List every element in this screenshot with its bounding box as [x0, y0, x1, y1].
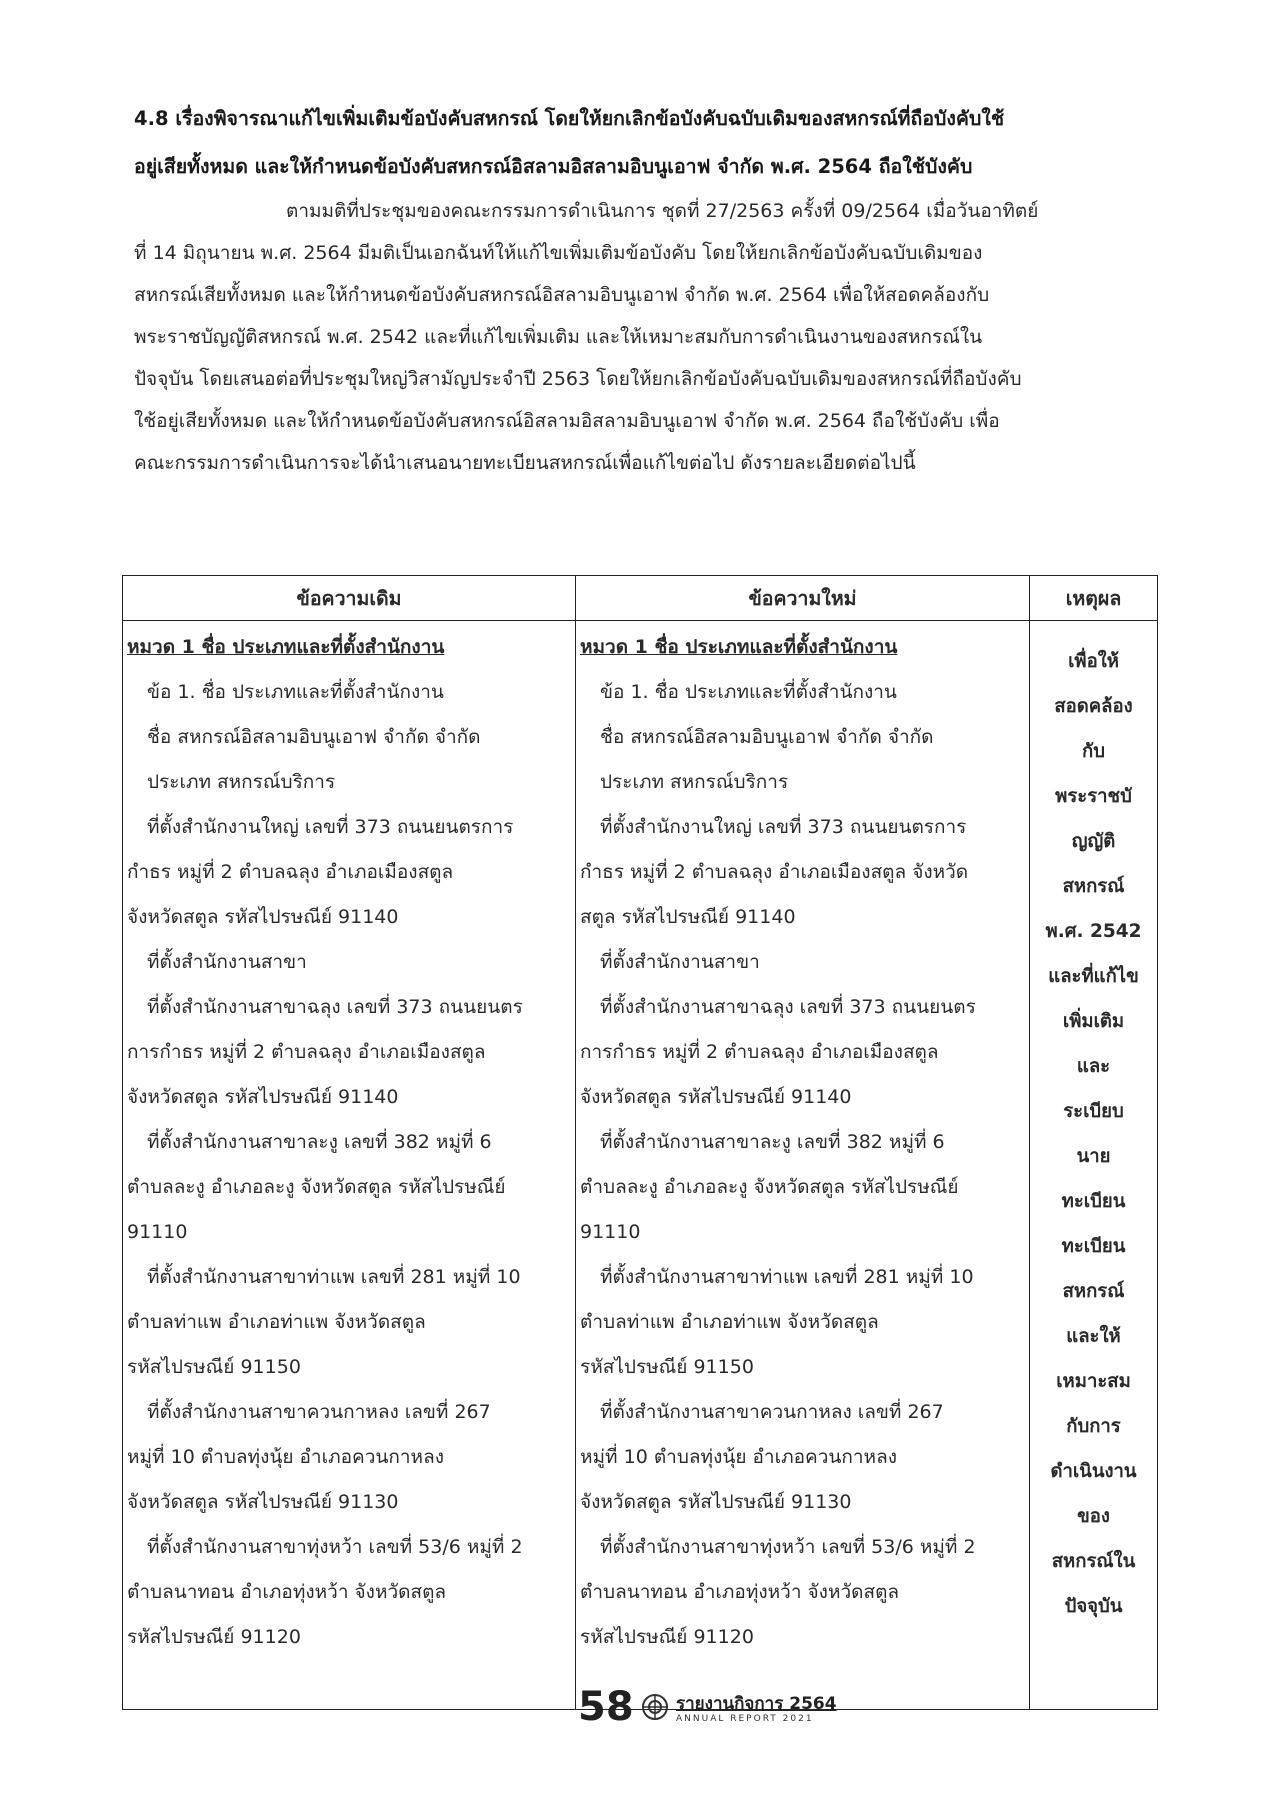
- chapter-heading: หมวด 1 ชื่อ ประเภทและที่ตั้งสำนักงาน: [580, 636, 898, 658]
- text-line: ที่ตั้งสำนักงานสาขา: [600, 951, 760, 973]
- paragraph-line: สหกรณ์เสียทั้งหมด และให้กำหนดข้อบังคับสหกรณ์อิสลามอิบนูเอาฟ จำกัด พ.ศ. 2564 เพื่อให้สอดคล้องกับ: [134, 284, 990, 306]
- text-line: ตำบลละงู อำเภอละงู จังหวัดสตูล รหัสไปรษณีย์: [580, 1176, 959, 1198]
- text-line: ตำบลท่าแพ อำเภอท่าแพ จังหวัดสตูล: [127, 1311, 426, 1333]
- table-row: [123, 621, 1158, 1710]
- text-line: ที่ตั้งสำนักงานสาขาฉลุง เลขที่ 373 ถนนยนตร: [600, 996, 976, 1018]
- text-line: ตำบลนาทอน อำเภอทุ่งหว้า จังหวัดสตูล: [127, 1581, 447, 1603]
- paragraph-line: ใช้อยู่เสียทั้งหมด และให้กำหนดข้อบังคับสหกรณ์อิสลามอิสลามอิบนูเอาฟ จำกัด พ.ศ. 2564 ถือใช้บังคับ เพื่อ: [134, 410, 1000, 432]
- chapter-heading: หมวด 1 ชื่อ ประเภทและที่ตั้งสำนักงาน: [127, 636, 445, 658]
- text-line: ตำบลนาทอน อำเภอทุ่งหว้า จังหวัดสตูล: [580, 1581, 900, 1603]
- paragraph-line: ปัจจุบัน โดยเสนอต่อที่ประชุมใหญ่วิสามัญประจำปี 2563 โดยให้ยกเลิกข้อบังคับฉบับเดิมของสหกรณ์ที่ถือบังคับ: [134, 368, 1022, 390]
- text-line: ที่ตั้งสำนักงานใหญ่ เลขที่ 373 ถนนยนตรการ: [147, 816, 514, 838]
- reason-line: นาย: [1076, 1146, 1111, 1167]
- text-line: จังหวัดสตูล รหัสไปรษณีย์ 91140: [127, 906, 399, 928]
- text-line: ที่ตั้งสำนักงานสาขาละงู เลขที่ 382 หมู่ที่ 6: [600, 1131, 945, 1153]
- reason-line: ทะเบียน: [1061, 1236, 1126, 1257]
- paragraph-line: ตามมติที่ประชุมของคณะกรรมการดำเนินการ ชุดที่ 27/2563 ครั้งที่ 09/2564 เมื่อวันอาทิตย์: [286, 200, 1039, 222]
- text-line: หมู่ที่ 10 ตำบลทุ่งนุ้ย อำเภอควนกาหลง: [580, 1446, 897, 1468]
- reason-line: ระเบียบ: [1063, 1101, 1124, 1122]
- reason-line: สหกรณ์: [1062, 1281, 1125, 1302]
- text-line: รหัสไปรษณีย์ 91150: [580, 1356, 754, 1378]
- text-line: 91110: [580, 1221, 641, 1243]
- text-line: จังหวัดสตูล รหัสไปรษณีย์ 91130: [580, 1491, 852, 1513]
- reason-line: เพื่อให้: [1068, 651, 1119, 672]
- text-line: รหัสไปรษณีย์ 91150: [127, 1356, 301, 1378]
- reason-line: กับการ: [1066, 1416, 1121, 1437]
- text-line: ที่ตั้งสำนักงานสาขาฉลุง เลขที่ 373 ถนนยนตร: [147, 996, 523, 1018]
- reason-line: สหกรณ์ใน: [1051, 1551, 1136, 1572]
- text-line: ที่ตั้งสำนักงานสาขาท่าแพ เลขที่ 281 หมู่ที่ 10: [600, 1266, 974, 1288]
- report-title-english: ANNUAL REPORT 2021: [676, 1714, 814, 1724]
- text-line: ตำบลท่าแพ อำเภอท่าแพ จังหวัดสตูล: [580, 1311, 879, 1333]
- reason-line: สอดคล้อง: [1054, 696, 1133, 717]
- paragraph-line: พระราชบัญญัติสหกรณ์ พ.ศ. 2542 และที่แก้ไขเพิ่มเติม และให้เหมาะสมกับการดำเนินงานของสหกรณ์ใน: [134, 326, 983, 348]
- reason-line: ดำเนินงาน: [1050, 1461, 1137, 1482]
- text-line: ที่ตั้งสำนักงานสาขาท่าแพ เลขที่ 281 หมู่ที่ 10: [147, 1266, 521, 1288]
- text-line: ตำบลละงู อำเภอละงู จังหวัดสตูล รหัสไปรษณีย์: [127, 1176, 506, 1198]
- text-line: ประเภท สหกรณ์บริการ: [600, 771, 789, 793]
- reason-line: กับ: [1082, 741, 1105, 762]
- text-line: ที่ตั้งสำนักงานสาขาควนกาหลง เลขที่ 267: [147, 1401, 491, 1423]
- new-text-cell: [576, 621, 1030, 1710]
- text-line: การกำธร หมู่ที่ 2 ตำบลฉลุง อำเภอเมืองสตูล: [580, 1041, 939, 1063]
- reason-line: ของ: [1077, 1506, 1110, 1527]
- page-footer: [0, 1682, 1273, 1742]
- text-line: ข้อ 1. ชื่อ ประเภทและที่ตั้งสำนักงาน: [600, 681, 897, 703]
- cooperative-logo-icon: [640, 1692, 670, 1722]
- text-line: ข้อ 1. ชื่อ ประเภทและที่ตั้งสำนักงาน: [147, 681, 444, 703]
- report-title-thai: รายงานกิจการ 2564: [676, 1694, 837, 1714]
- text-line: จังหวัดสตูล รหัสไปรษณีย์ 91140: [127, 1086, 399, 1108]
- reason-line: ญญัติ: [1071, 831, 1116, 852]
- text-line: ที่ตั้งสำนักงานใหญ่ เลขที่ 373 ถนนยนตรการ: [600, 816, 967, 838]
- text-line: รหัสไปรษณีย์ 91120: [127, 1626, 301, 1648]
- text-line: ที่ตั้งสำนักงานสาขาทุ่งหว้า เลขที่ 53/6 หมู่ที่ 2: [600, 1536, 976, 1558]
- header-old-text: ข้อความเดิม: [123, 576, 576, 621]
- text-line: การกำธร หมู่ที่ 2 ตำบลฉลุง อำเภอเมืองสตูล: [127, 1041, 486, 1063]
- text-line: จังหวัดสตูล รหัสไปรษณีย์ 91140: [580, 1086, 852, 1108]
- reason-line: ทะเบียน: [1061, 1191, 1126, 1212]
- table-header-row: [123, 576, 1158, 621]
- reason-line: และ: [1076, 1056, 1111, 1077]
- reason-line: ปัจจุบัน: [1064, 1596, 1123, 1617]
- text-line: ที่ตั้งสำนักงานสาขาควนกาหลง เลขที่ 267: [600, 1401, 944, 1423]
- heading-line-2: อยู่เสียทั้งหมด และให้กำหนดข้อบังคับสหกรณ์อิสลามอิสลามอิบนูเอาฟ จำกัด พ.ศ. 2564 ถือใช้บังคับ: [134, 155, 973, 178]
- text-line: ที่ตั้งสำนักงานสาขาทุ่งหว้า เลขที่ 53/6 หมู่ที่ 2: [147, 1536, 523, 1558]
- text-line: ประเภท สหกรณ์บริการ: [147, 771, 336, 793]
- reason-line: และให้: [1066, 1326, 1121, 1347]
- text-line: ที่ตั้งสำนักงานสาขา: [147, 951, 307, 973]
- header-reason: เหตุผล: [1030, 576, 1158, 621]
- text-line: หมู่ที่ 10 ตำบลทุ่งนุ้ย อำเภอควนกาหลง: [127, 1446, 444, 1468]
- text-line: จังหวัดสตูล รหัสไปรษณีย์ 91130: [127, 1491, 399, 1513]
- text-line: สตูล รหัสไปรษณีย์ 91140: [580, 906, 796, 928]
- reason-line: พระราชบั: [1055, 786, 1132, 807]
- text-line: 91110: [127, 1221, 188, 1243]
- header-new-text: ข้อความใหม่: [576, 576, 1030, 621]
- old-text-cell: [123, 621, 576, 1710]
- text-line: รหัสไปรษณีย์ 91120: [580, 1626, 754, 1648]
- text-line: กำธร หมู่ที่ 2 ตำบลฉลุง อำเภอเมืองสตูล จังหวัด: [580, 861, 969, 883]
- paragraph-line: ที่ 14 มิถุนายน พ.ศ. 2564 มีมติเป็นเอกฉันท์ให้แก้ไขเพิ่มเติมข้อบังคับ โดยให้ยกเลิกข้อบังคับฉบับเดิมของ: [134, 242, 983, 264]
- text-line: กำธร หมู่ที่ 2 ตำบลฉลุง อำเภอเมืองสตูล: [127, 861, 454, 883]
- page-number: 58: [578, 1684, 634, 1730]
- heading-line-1: 4.8 เรื่องพิจารณาแก้ไขเพิ่มเติมข้อบังคับสหกรณ์ โดยให้ยกเลิกข้อบังคับฉบับเดิมของสหกรณ์ที่ถือบังคับใช้: [134, 107, 1005, 130]
- reason-line: เหมาะสม: [1056, 1371, 1131, 1392]
- text-line: ชื่อ สหกรณ์อิสลามอิบนูเอาฟ จำกัด จำกัด: [600, 726, 934, 748]
- text-line: ชื่อ สหกรณ์อิสลามอิบนูเอาฟ จำกัด จำกัด: [147, 726, 481, 748]
- comparison-table: [122, 575, 1158, 1710]
- reason-line: เพิ่มเติม: [1062, 1011, 1125, 1032]
- reason-cell: [1030, 621, 1158, 1710]
- reason-line: สหกรณ์: [1062, 876, 1125, 897]
- reason-line: พ.ศ. 2542: [1045, 921, 1142, 942]
- text-line: ที่ตั้งสำนักงานสาขาละงู เลขที่ 382 หมู่ที่ 6: [147, 1131, 492, 1153]
- paragraph-line: คณะกรรมการดำเนินการจะได้นำเสนอนายทะเบียนสหกรณ์เพื่อแก้ไขต่อไป ดังรายละเอียดต่อไปนี้: [134, 452, 916, 474]
- reason-line: และที่แก้ไข: [1048, 966, 1139, 987]
